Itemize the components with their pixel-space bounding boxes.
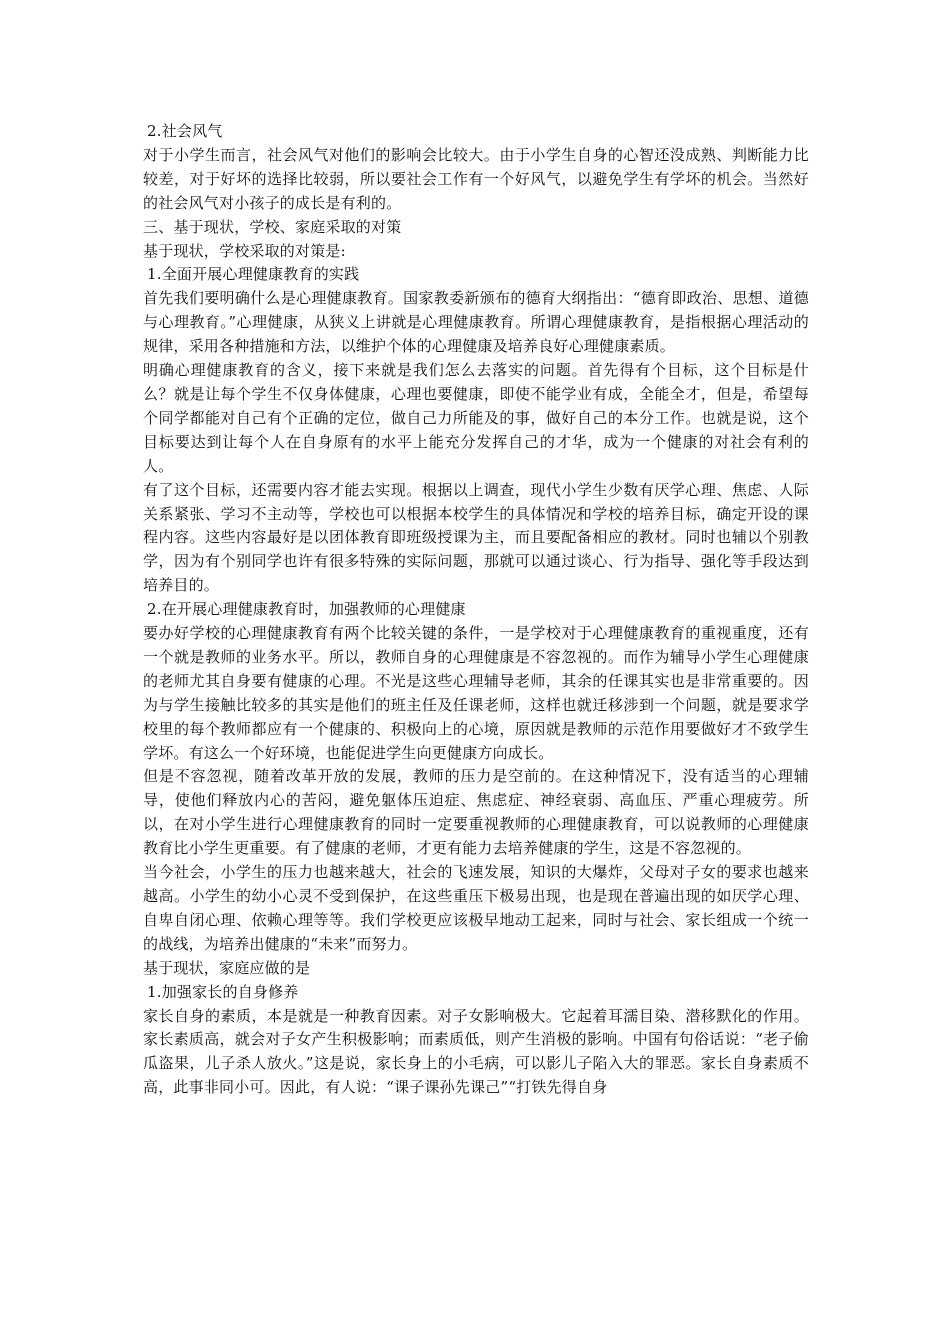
- paragraph-key-conditions: 要办好学校的心理健康教育有两个比较关键的条件，一是学校对于心理健康教育的重视重度，还有一个就是教师的业务水平。所以，教师自身的心理健康是不容忽视的。而作为辅导小学生心理健康的老师尤其自身要有健康的心理。不光是这些心理辅导老师，其余的任课其实也是非常重要的。因为与学生接触比较多的其实是他们的班主任及任课老师，这样也就迁移涉到一个问题，就是要求学校里的每个教师都应有一个健康的、积极向上的心境，原因就是教师的示范作用要做好才不致学生学坏。有这么一个好环境，也能促进学生向更健康方向成长。: [143, 624, 809, 762]
- paragraph-family-intro: 基于现状，家庭应做的是: [143, 958, 311, 977]
- subheading-teacher-mental-health: 2.在开展心理健康教育时，加强教师的心理健康: [147, 600, 466, 619]
- paragraph-goal: 明确心理健康教育的含义，接下来就是我们怎么去落实的问题。首先得有个目标，这个目标是什么？就是让每个学生不仅身体健康，心理也要健康，即使不能学业有成，全能全才，但是，希望每个同学都能对自己有个正确的定位，做自己力所能及的事，做好自己的本分工作。也就是说，这个目标要达到让每个人在自身原有的水平上能充分发挥自己的才华，成为一个健康的对社会有利的人。: [143, 361, 809, 475]
- paragraph-content: 有了这个目标，还需要内容才能去实现。根据以上调查，现代小学生少数有厌学心理、焦虑、人际关系紧张、学习不主动等，学校也可以根据本校学生的具体情况和学校的培养目标，确定开设的课程内容。这些内容最好是以团体教育即班级授课为主，而且要配备相应的教材。同时也辅以个别教学，因为有个别同学也许有很多特殊的实际问题，那就可以通过谈心、行为指导、强化等手段达到培养目的。: [143, 480, 809, 595]
- paragraph-student-pressure: 当今社会，小学生的压力也越来越大，社会的飞速发展，知识的大爆炸，父母对子女的要求也越来越高。小学生的幼小心灵不受到保护，在这些重压下极易出现，也是现在普遍出现的如厌学心理、自卑自闭心理、依赖心理等等。我们学校更应该极早地动工起来，同时与社会、家长组成一个统一的战线，为培养出健康的“未来”而努力。: [143, 863, 809, 953]
- subheading-parent-self-cultivation: 1.加强家长的自身修养: [147, 982, 299, 1001]
- document-body: [143, 120, 809, 1100]
- paragraph-teacher-pressure: 但是不容忽视，随着改革开放的发展，教师的压力是空前的。在这种情况下，没有适当的心理辅导，使他们释放内心的苦闷，避免躯体压迫症、焦虑症、神经衰弱、高血压、严重心理疲劳。所以，在对小学生进行心理健康教育的同时一定要重视教师的心理健康教育，可以说教师的心理健康教育比小学生更重要。有了健康的老师，才更有能力去培养健康的学生，这是不容忽视的。: [143, 767, 809, 858]
- paragraph-parent-quality: 家长自身的素质，本是就是一种教育因素。对子女影响极大。它起着耳濡目染、潜移默化的作用。家长素质高，就会对子女产生积极影响；而素质低，则产生消极的影响。中国有句俗话说：“老子偷瓜盗果，儿子杀人放火。”这是说，家长身上的小毛病，可以影儿子陷入大的罪恶。家长自身素质不高，此事非同小可。因此，有人说：“课子课孙先课己”“打铁先得自身: [143, 1006, 809, 1097]
- subheading-mental-health-practice: 1.全面开展心理健康教育的实践: [147, 265, 360, 284]
- paragraph-social-atmosphere: 对于小学生而言，社会风气对他们的影响会比较大。由于小学生自身的心智还没成熟、判断能力比较差，对于好坏的选择比较弱，所以要社会工作有一个好风气，以避免学生有学坏的机会。当然好的社会风气对小孩子的成长是有利的。: [143, 145, 809, 212]
- paragraph-mental-health-definition: 首先我们要明确什么是心理健康教育。国家教委新颁布的德育大纲指出：“德育即政治、思想、道德与心理教育。”心理健康，从狭义上讲就是心理健康教育。所谓心理健康教育，是指根据心理活动的规律，采用各种措施和方法，以维护个体的心理健康及培养良好心理健康素质。: [143, 289, 809, 356]
- section-heading-countermeasures: 三、基于现状，学校、家庭采取的对策: [143, 217, 402, 236]
- paragraph-school-intro: 基于现状，学校采取的对策是:: [143, 241, 346, 260]
- section-heading-social-atmosphere: 2.社会风气: [147, 122, 223, 140]
